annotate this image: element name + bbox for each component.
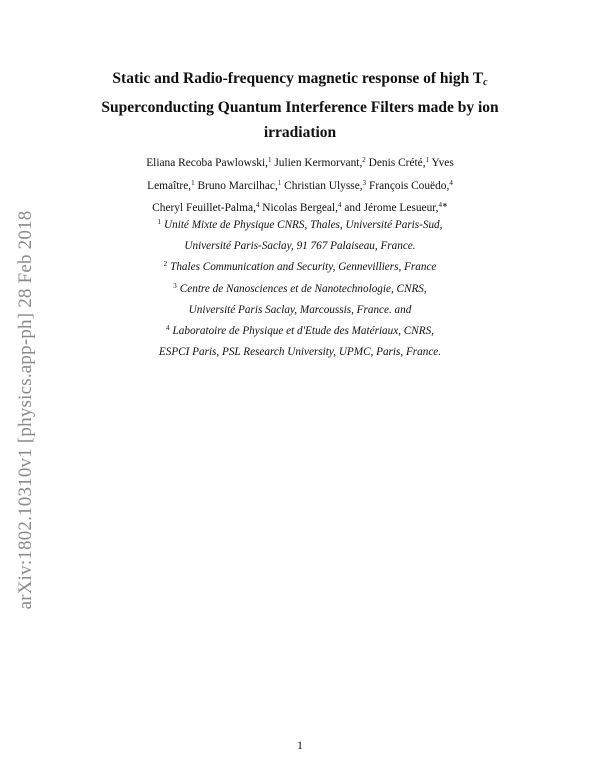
title-line-3: irradiation xyxy=(263,124,337,141)
title-line-2: Superconducting Quantum Interference Filters made by ion xyxy=(101,99,499,116)
title-line-1: Static and Radio-frequency magnetic response of high $T_c$ xyxy=(112,70,488,88)
affiliation-3: $^3$ Centre de Nanosciences et de Nanotechnologie, CNRS, xyxy=(173,281,427,295)
affiliation-3-cont: Université Paris Saclay, Marcoussis, France. and xyxy=(188,303,412,316)
affiliation-1-cont: Université Paris-Saclay, 91 767 Palaiseau, France. xyxy=(184,240,416,253)
author-line: Lemaître,$^1$ Bruno Marcilhac,$^1$ Christian Ulysse,$^3$ François Couëdo,$^4$ xyxy=(147,178,453,192)
affiliation-1: $^1$ Unité Mixte de Physique CNRS, Thales, Université Paris-Sud, xyxy=(157,218,443,231)
affiliation-list xyxy=(90,215,510,363)
page-number: 1 xyxy=(297,738,303,752)
author-list xyxy=(100,152,500,220)
affiliation-2: $^2$ Thales Communication and Security, Gennevilliers, France xyxy=(163,260,437,274)
paper-title xyxy=(80,66,520,145)
arxiv-identifier: arXiv:1802.10310v1 [physics.app-ph] 28 Feb 2018 xyxy=(15,210,36,610)
affiliation-4: $^4$ Laboratoire de Physique et d'Etude des Matériaux, CNRS, xyxy=(166,324,434,338)
title-subscript: c xyxy=(483,77,488,88)
affiliation-4-cont: ESPCI Paris, PSL Research University, UPMC, Paris, France. xyxy=(158,346,442,359)
author-line: Cheryl Feuillet-Palma,$^4$ Nicolas Bergeal,$^4$ and Jérome Lesueur,$^{4∗}$ xyxy=(152,201,448,214)
author-line: Eliana Recoba Pawlowski,$^1$ Julien Kermorvant,$^2$ Denis Crété,$^1$ Yves xyxy=(146,156,454,169)
